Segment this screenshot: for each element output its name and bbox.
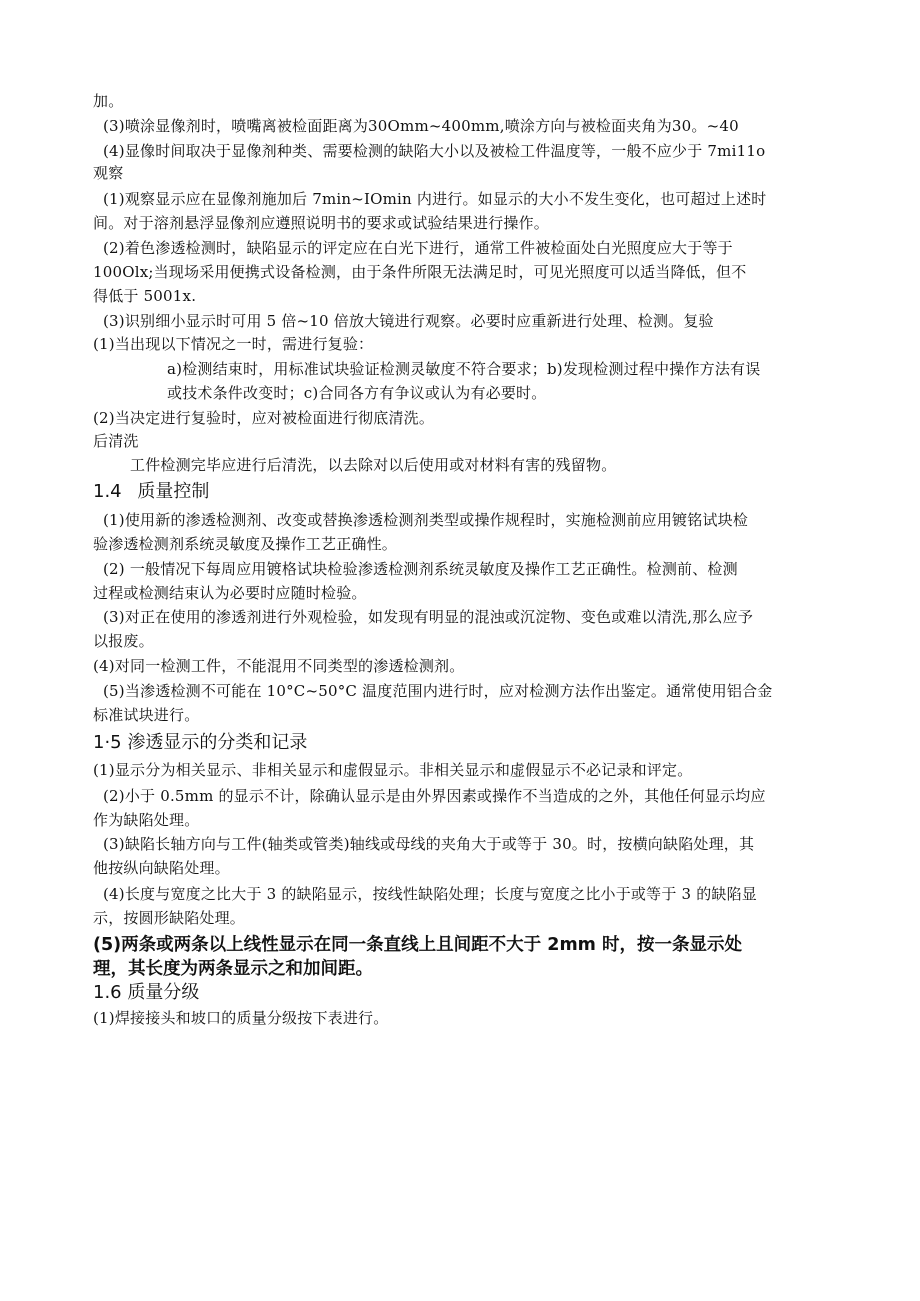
paragraph-line: 间。对于溶剂悬浮显像剂应遵照说明书的要求或试验结果进行操作。 [93,214,550,232]
paragraph-line: (3)缺陷长轴方向与工件(轴类或管类)轴线或母线的夹角大于或等于 30。时，按横向缺陷处理，其 [103,835,755,853]
paragraph-line: (2) 一般情况下每周应用镀格试块检验渗透检测剂系统灵敏度及操作工艺正确性。检测前、检测 [103,560,738,578]
section-heading: 1·5 渗透显示的分类和记录 [93,732,308,753]
paragraph-line: (3)喷涂显像剂时，喷嘴离被检面距离为30Omm~400mm,喷涂方向与被检面夹角为30。~40 [103,117,739,135]
emphasized-line: (5)两条或两条以上线性显示在同一条直线上且间距不大于 2mm 时，按一条显示处 [93,935,743,955]
paragraph-line: a)检测结束时，用标准试块验证检测灵敏度不符合要求；b)发现检测过程中操作方法有误 [167,360,761,378]
section-label: 观察 [93,164,124,182]
paragraph-line: 工件检测完毕应进行后清洗，以去除对以后使用或对材料有害的残留物。 [130,456,617,474]
paragraph-line: (1)焊接接头和坡口的质量分级按下表进行。 [93,1009,389,1027]
paragraph-line: (4)对同一检测工件，不能混用不同类型的渗透检测剂。 [93,657,465,675]
paragraph-line: (1)观察显示应在显像剂施加后 7min~IOmin 内进行。如显示的大小不发生变化，也可超过上述时 [103,190,767,208]
paragraph-line: 示，按圆形缺陷处理。 [93,909,246,927]
paragraph-line: 以报废。 [93,632,154,650]
paragraph-line: 或技术条件改变时；c)合同各方有争议或认为有必要时。 [167,384,547,402]
paragraph-line: (3)识别细小显示时可用 5 倍~10 倍放大镜进行观察。必要时应重新进行处理、检测。复验 [103,312,714,330]
paragraph-line: 标准试块进行。 [93,706,200,724]
section-label: 后清洗 [93,432,139,450]
paragraph-line: 验渗透检测剂系统灵敏度及操作工艺正确性。 [93,535,398,553]
paragraph-line: (2)小于 0.5mm 的显示不计，除确认显示是由外界因素或操作不当造成的之外，其他任何显示均应 [103,787,766,805]
paragraph-line: (5)当渗透检测不可能在 10°C~50°C 温度范围内进行时，应对检测方法作出鉴定。通常使用铝合金 [103,682,773,700]
paragraph-line: 100Olx;当现场采用便携式设备检测，由于条件所限无法满足时，可见光照度可以适当降低，但不 [93,263,747,281]
paragraph-line: 作为缺陷处理。 [93,811,200,829]
paragraph-line: 得低于 5001x. [93,287,197,305]
section-heading: 1.6 质量分级 [93,982,200,1003]
paragraph-line: (1)显示分为相关显示、非相关显示和虚假显示。非相关显示和虚假显示不必记录和评定。 [93,761,693,779]
paragraph-line: (4)显像时间取决于显像剂种类、需要检测的缺陷大小以及被检工件温度等，一般不应少于 7mi11o [103,142,766,160]
paragraph-line: 过程或检测结束认为必要时应随时检验。 [93,584,367,602]
paragraph-line: (1)当出现以下情况之一时，需进行复验： [93,335,374,353]
emphasized-line: 理，其长度为两条显示之和加间距。 [93,959,373,979]
paragraph-line: (2)当决定进行复验时，应对被检面进行彻底清洗。 [93,409,435,427]
paragraph-line: (4)长度与宽度之比大于 3 的缺陷显示，按线性缺陷处理；长度与宽度之比小于或等于 3 的缺陷显 [103,885,758,903]
paragraph-line: 他按纵向缺陷处理。 [93,859,230,877]
paragraph-line: 加。 [93,92,124,110]
paragraph-line: (2)着色渗透检测时，缺陷显示的评定应在白光下进行，通常工件被检面处白光照度应大于等于 [103,239,733,257]
paragraph-line: (3)对正在使用的渗透剂进行外观检验，如发现有明显的混浊或沉淀物、变色或难以清洗,那么应予 [103,608,754,626]
section-heading: 1.4 质量控制 [93,481,210,502]
paragraph-line: (1)使用新的渗透检测剂、改变或替换渗透检测剂类型或操作规程时，实施检测前应用镀铭试块检 [103,511,749,529]
